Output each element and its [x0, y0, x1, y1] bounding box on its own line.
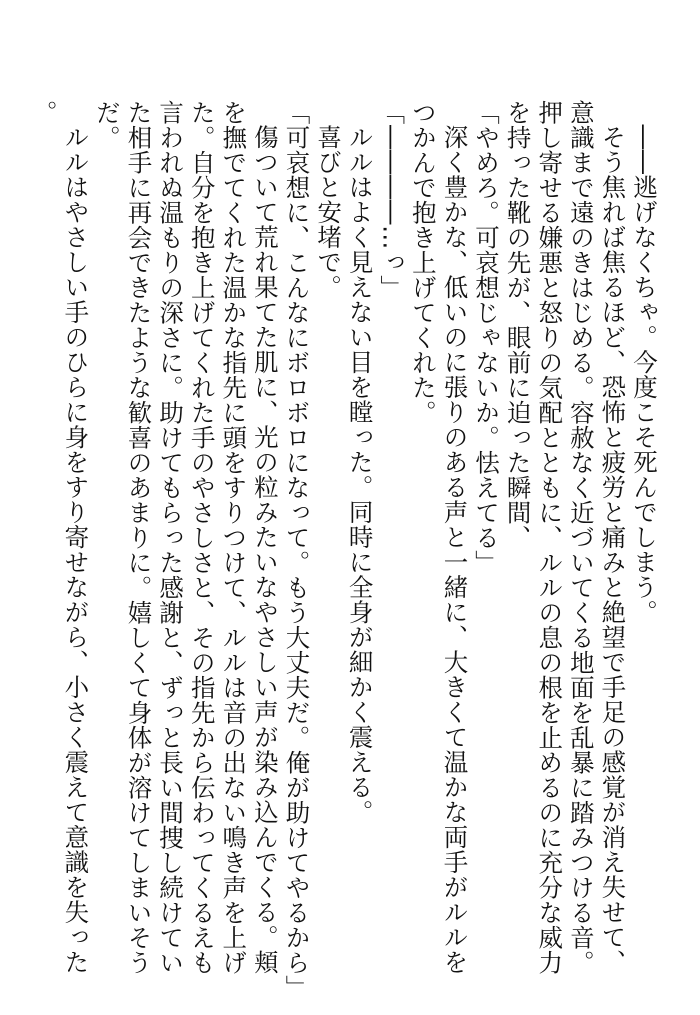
paragraph-2: [502, 100, 628, 990]
indent-space: [600, 100, 625, 125]
paragraph-10: [28, 100, 91, 990]
paragraph-6: [344, 100, 376, 990]
indent-space: [63, 100, 88, 125]
paragraph-3: [470, 100, 502, 990]
paragraph-7: [312, 100, 344, 990]
indent-space: [632, 100, 657, 125]
vertical-text-body: [28, 100, 660, 1000]
indent-space: [253, 100, 278, 125]
paragraph-4: [407, 100, 470, 990]
paragraph-5: [376, 100, 408, 990]
dialogue-text: 「可哀想に、こんなにボロボロになって。もう大丈夫だ。俺が助けてやるから」: [282, 100, 312, 1000]
paragraph-8: [281, 100, 313, 1000]
dialogue-text: 「やめろ。可哀想じゃないか。怯えてる」: [472, 100, 502, 575]
paragraph-text: そう焦れば焦るほど、恐怖と疲労と痛みと絶望で手足の感覚が消え失せて、意識まで遠のきはじめる。容赦なく近づいてくる地面を乱暴に踏みつける音。押し寄せる嫌悪と怒りの気配とともに、ルルの息の根を止めるのに充分な威力を持った靴の先が、眼前に迫った瞬間、: [503, 100, 628, 975]
paragraph-text: ――逃げなくちゃ。今度こそ死んでしまう。: [630, 124, 659, 625]
paragraph-text: 傷ついて荒れ果てた肌に、光の粒みたいなやさしい声が染み込んでくる。頬を撫でてくれた温かな指先に頭をすりつけて、ルルは音の出ない鳴き声を上げた。自分を抱き上げてくれた手のやさしさと、その指先から伝わってくるえも言われぬ温もりの深さに。助けてもらった感謝と、ずっと長い間捜し続けていた相手に再会できたような歓喜のあまりに。嬉しくて身体が溶けてしまいそうだ。: [92, 100, 280, 975]
indent-space: [347, 100, 372, 125]
paragraph-text: ルルはやさしい手のひらに身をすり寄せながら、小さく震えて意識を失った。: [29, 100, 91, 975]
paragraph-text: 喜びと安堵で。: [314, 124, 344, 300]
dialogue-text: 「――――…っ」: [377, 100, 407, 300]
paragraph-9: [91, 100, 281, 990]
paragraph-text: ルルはよく見えない目を瞠った。同時に全身が細かく震える。: [345, 124, 375, 825]
indent-space: [316, 100, 341, 125]
indent-space: [442, 100, 467, 125]
paragraph-1: [628, 100, 660, 990]
paragraph-text: 深く豊かな、低いのに張りのある声と一緒に、大きくて温かな両手がルルをつかんで抱き上げてくれた。: [408, 100, 470, 975]
